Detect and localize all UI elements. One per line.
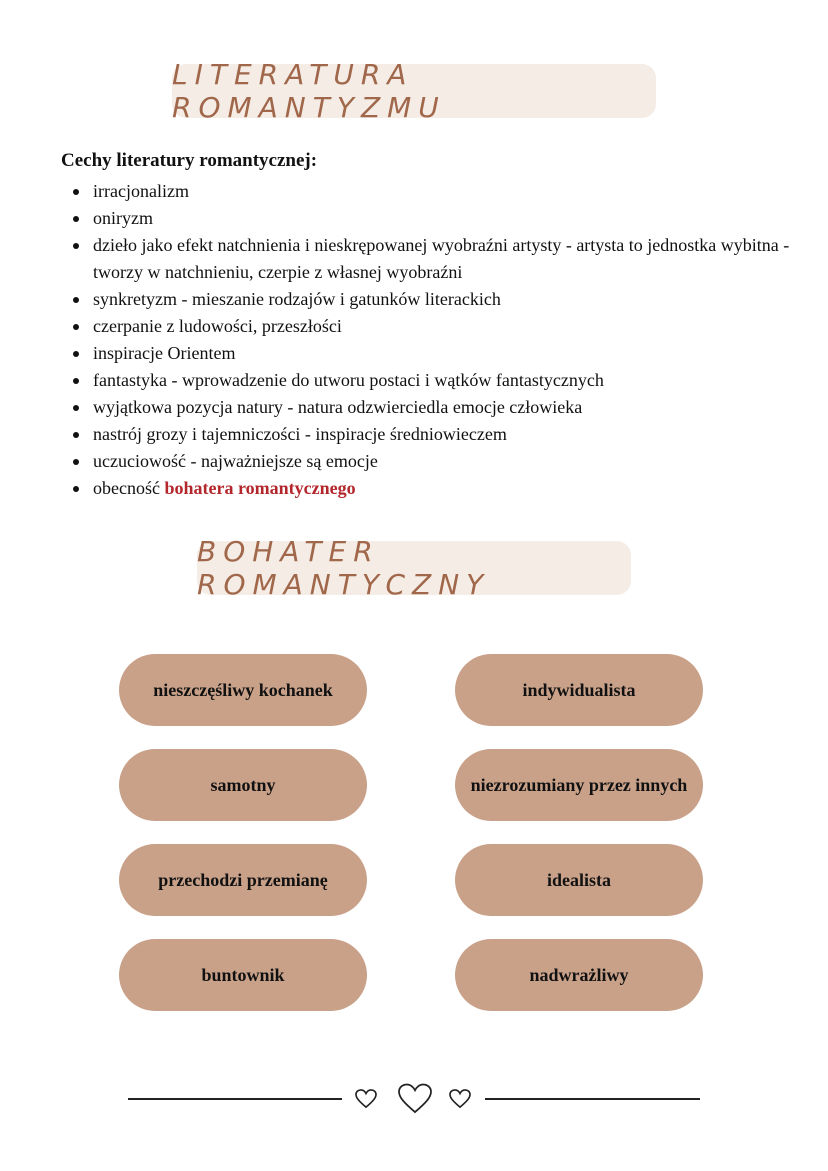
list-item: obecność bohatera romantycznego xyxy=(93,475,793,502)
highlight-term: bohatera romantycznego xyxy=(164,478,356,498)
list-item: oniryzm xyxy=(93,205,793,232)
list-item: wyjątkowa pozycja natury - natura odzwierciedla emocje człowieka xyxy=(93,394,793,421)
list-item: czerpanie z ludowości, przeszłości xyxy=(93,313,793,340)
trait-pill: nieszczęśliwy kochanek xyxy=(119,654,367,726)
bullet-icon xyxy=(73,216,79,222)
bullet-icon xyxy=(73,432,79,438)
trait-pill: samotny xyxy=(119,749,367,821)
list-item: nastrój grozy i tajemniczości - inspiracje średniowieczem xyxy=(93,421,793,448)
heart-icon-small xyxy=(449,1089,471,1109)
bullet-icon xyxy=(73,378,79,384)
bullet-icon xyxy=(73,486,79,492)
list-item: irracjonalizm xyxy=(93,178,793,205)
bullet-icon xyxy=(73,459,79,465)
bullet-icon xyxy=(73,351,79,357)
bullet-icon xyxy=(73,405,79,411)
bullet-icon xyxy=(73,297,79,303)
trait-pill: buntownik xyxy=(119,939,367,1011)
bullet-icon xyxy=(73,324,79,330)
divider-line-right xyxy=(485,1098,700,1100)
features-heading: Cechy literatury romantycznej: xyxy=(61,150,318,171)
list-item: inspiracje Orientem xyxy=(93,340,793,367)
trait-pill: niezrozumiany przez innych xyxy=(455,749,703,821)
trait-pill: idealista xyxy=(455,844,703,916)
trait-pill: nadwrażliwy xyxy=(455,939,703,1011)
features-list xyxy=(93,178,793,502)
list-item: fantastyka - wprowadzenie do utworu postaci i wątków fantastycznych xyxy=(93,367,793,394)
list-item: uczuciowość - najważniejsze są emocje xyxy=(93,448,793,475)
bullet-icon xyxy=(73,189,79,195)
heart-icon-small xyxy=(355,1089,377,1109)
divider-line-left xyxy=(128,1098,342,1100)
bullet-icon xyxy=(73,243,79,249)
list-item: synkretyzm - mieszanie rodzajów i gatunków literackich xyxy=(93,286,793,313)
hero-section-title: BOHATER ROMANTYCZNY xyxy=(197,541,631,595)
trait-pill: indywidualista xyxy=(455,654,703,726)
trait-pill: przechodzi przemianę xyxy=(119,844,367,916)
page-title: LITERATURA ROMANTYZMU xyxy=(172,64,656,118)
heart-icon-large xyxy=(396,1083,434,1115)
list-item: dzieło jako efekt natchnienia i nieskrępowanej wyobraźni artysty - artysta to jednostka wybitna - tworzy w natchnieniu, czerpie z własnej wyobraźni xyxy=(93,232,793,286)
